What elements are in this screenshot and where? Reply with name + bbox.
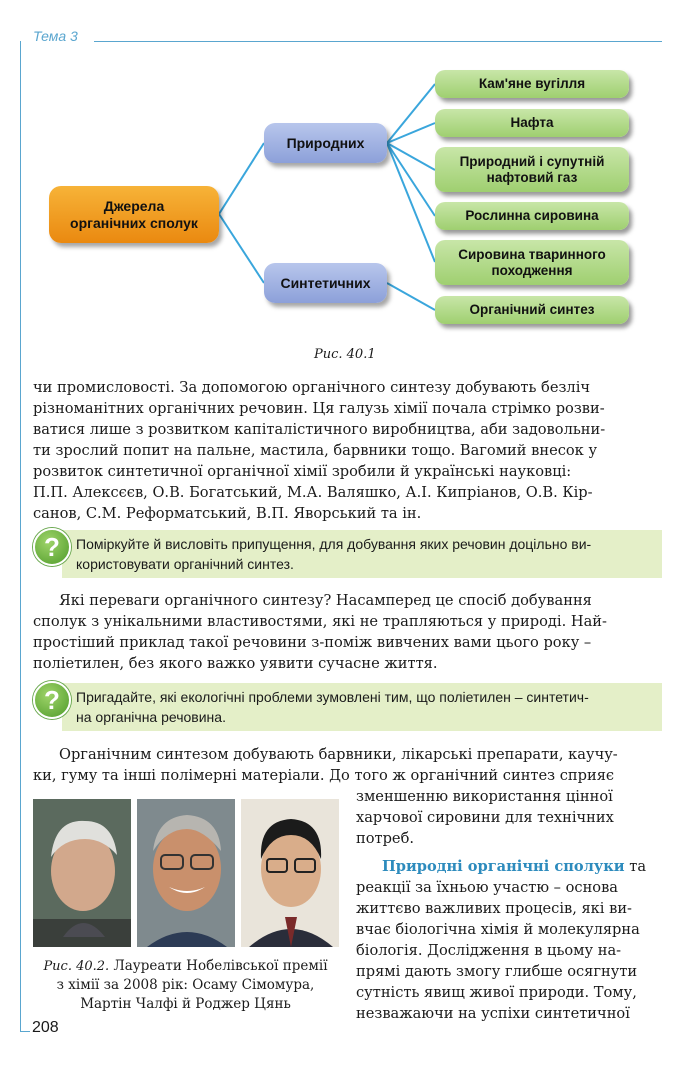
text-line: біологія. Дослідження в цьому на- <box>356 942 622 959</box>
paragraph-1 <box>33 377 663 524</box>
leaf-oil <box>435 109 629 137</box>
text-line: П.П. Алексєєв, О.В. Богатський, М.А. Валяшко, А.І. Кипріанов, О.В. Кір- <box>33 484 593 501</box>
leaf-coal-text: Кам'яне вугілля <box>478 76 586 92</box>
diagram-root-node <box>49 186 219 243</box>
figure-caption: Рис. 40.1 <box>314 347 376 362</box>
text-fragment: та <box>624 858 647 875</box>
caption-line-3: Мартін Чалфі й Роджер Цянь <box>80 996 291 1012</box>
bottom-margin-tick <box>20 1031 30 1032</box>
text-line: чи промисловості. За допомогою органічного синтезу добувають безліч <box>33 379 591 396</box>
hint-box-1 <box>62 530 662 578</box>
text-line: Які переваги органічного синтезу? Насамперед це спосіб добування <box>59 592 592 609</box>
connector-leaf-1 <box>387 84 435 143</box>
text-line: сутність явищ живої природи. Тому, <box>356 984 637 1001</box>
portrait-photo <box>241 799 339 947</box>
paragraph-3 <box>33 744 663 786</box>
photo-caption <box>33 957 338 1014</box>
text-line: ки, гуму та інші полімерні матеріали. До того ж органічний синтез сприяє <box>33 767 615 784</box>
text-line: ватися лише з розвитком капіталістичного виробництва, аби задовольни- <box>33 421 606 438</box>
caption-label: Рис. 40.2. <box>43 959 110 974</box>
text-line: життєво важливих процесів, які ви- <box>356 900 632 917</box>
text-line: вчає біологічна хімія й молекулярна <box>356 921 640 938</box>
caption-line-1 <box>33 957 338 976</box>
connector-root-synthetic <box>219 214 264 283</box>
leaf-gas-line-2: нафтовий газ <box>486 169 578 185</box>
topic-label: Тема 3 <box>33 28 78 44</box>
highlight-term: Природні органічні сполуки <box>382 858 625 875</box>
connector-root-natural <box>219 143 264 214</box>
caption-text: Лауреати Нобелівської премії <box>109 958 328 974</box>
leaf-coal <box>435 70 629 98</box>
text-line: Органічним синтезом добувають барвники, лікарські препарати, каучу- <box>59 746 618 763</box>
question-icon: ? <box>33 528 71 566</box>
page-number: 208 <box>32 1019 59 1036</box>
portrait-photo <box>137 799 235 947</box>
leaf-animal-line-2: походження <box>491 262 573 278</box>
leaf-animal <box>435 240 629 285</box>
leaf-plant <box>435 202 629 230</box>
leaf-gas-line-1: Природний і супутній <box>459 153 605 169</box>
leaf-animal-line-1: Сировина тваринного <box>458 246 606 262</box>
paragraph-2 <box>33 590 663 674</box>
text-line: харчової сировини для технічних <box>356 809 614 826</box>
natural-compounds-line <box>356 856 663 877</box>
root-line-2: органічних сполук <box>70 214 198 231</box>
caption-line-2: з хімії за 2008 рік: Осаму Сімомура, <box>56 977 315 993</box>
text-line: різноманітних органічних речовин. Ця галузь хімії почала стрімко розви- <box>33 400 605 417</box>
connector-leaf-6 <box>387 283 435 310</box>
text-line: незважаючи на успіхи синтетичної <box>356 1005 630 1022</box>
branch-synthetic: Синтетичних <box>264 263 387 303</box>
root-line-1: Джерела <box>103 198 165 215</box>
right-column-text <box>356 786 663 1024</box>
hint-line: Поміркуйте й висловіть припущення, для добування яких речовин доцільно ви- <box>76 536 592 552</box>
text-line: прямі дають змогу глибше осягнути <box>356 963 638 980</box>
leaf-gas <box>435 147 629 192</box>
text-line: потреб. <box>356 830 414 847</box>
text-line: розвиток синтетичної органічної хімії зробили й українські науковці: <box>33 463 572 480</box>
leaf-oil-text: Нафта <box>510 115 554 131</box>
hint-line: користовувати органічний синтез. <box>76 556 294 572</box>
question-icon: ? <box>33 681 71 719</box>
text-line: сполук з унікальними властивостями, які не трапляються у природі. Най- <box>33 613 607 630</box>
leaf-synthesis-text: Органічний синтез <box>469 302 595 318</box>
connector-leaf-5 <box>387 143 435 262</box>
text-line: реакції за їхньою участю – основа <box>356 879 619 896</box>
leaf-plant-text: Рослинна сировина <box>465 208 599 224</box>
portrait-photo <box>33 799 131 947</box>
hint-line: Пригадайте, які екологічні проблеми зумовлені тим, що поліетилен – синтетич- <box>76 689 589 705</box>
hint-box-2 <box>62 683 662 731</box>
text-line: зменшенню використання цінної <box>356 788 613 805</box>
text-line: ти зрослий попит на пальне, мастила, барвники тощо. Вагомий внесок у <box>33 442 598 459</box>
text-line: простіший приклад такої речовини з-поміж вивчених вами цього року – <box>33 634 592 651</box>
connector-leaf-3 <box>387 143 435 170</box>
hint-line: на органічна речовина. <box>76 709 226 725</box>
leaf-synthesis <box>435 296 629 324</box>
text-line: поліетилен, без якого важко уявити сучасне життя. <box>33 655 438 672</box>
text-line: санов, С.М. Реформатський, В.П. Яворський та ін. <box>33 505 422 522</box>
branch-natural: Природних <box>264 123 387 163</box>
